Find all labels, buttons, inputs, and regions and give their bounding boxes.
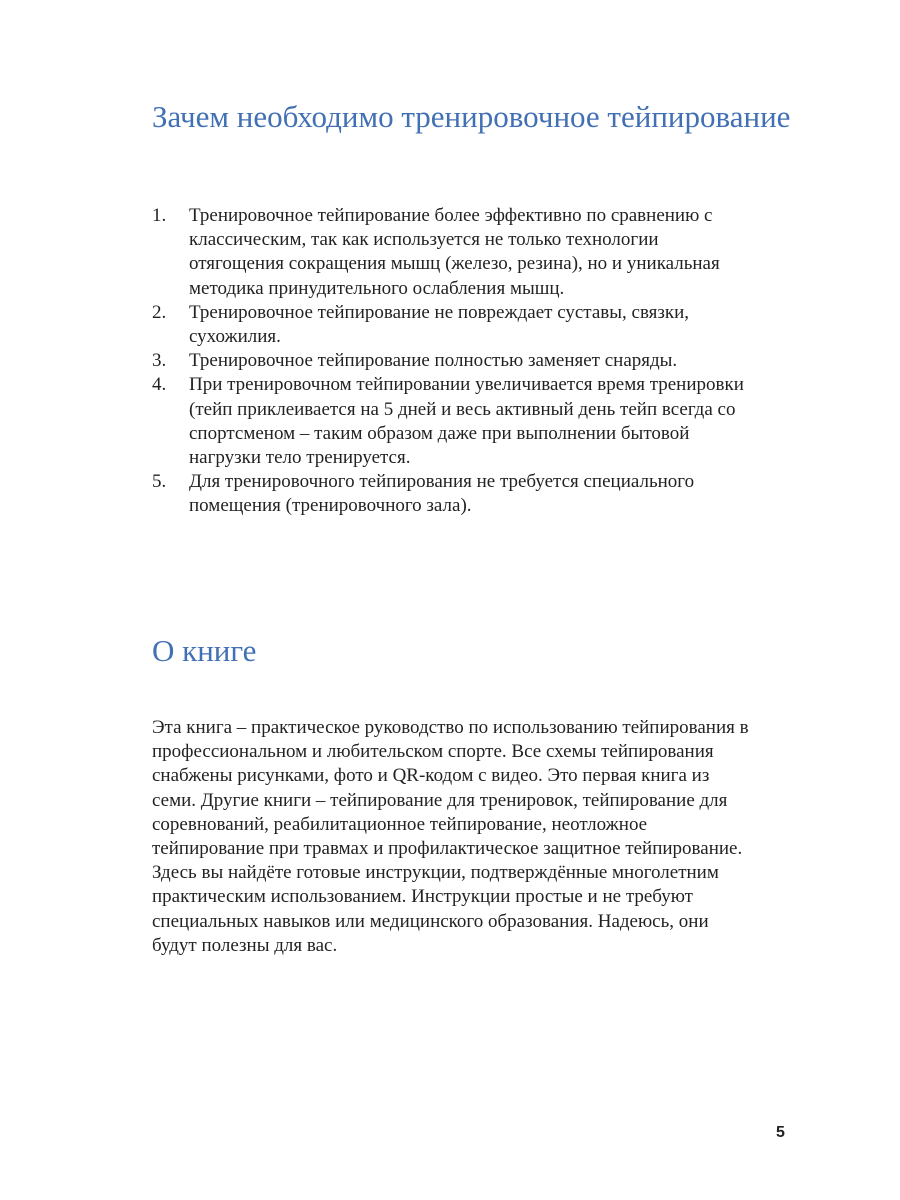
reasons-list: [152, 204, 752, 519]
list-item-text: Тренировочное тейпирование более эффективно по сравнению с классическим, так как используется не только технологии отягощения сокращения мышц (железо, резина), но и уникальная методика принудительного ослабления мышц.: [189, 205, 720, 299]
list-item-number: 5.: [152, 471, 167, 493]
section-heading-why-training-taping: Зачем необходимо тренировочное тейпирование: [152, 99, 791, 134]
list-item-text: Тренировочное тейпирование не повреждает суставы, связки, сухожилия.: [189, 301, 690, 348]
list-item-number: 3.: [152, 350, 167, 372]
list-item: [152, 349, 752, 373]
list-item: [152, 301, 752, 349]
about-book-paragraph: Эта книга – практическое руководство по использованию тейпирования в профессиональном и любительском спорте. Все схемы тейпирования снабжены рисунками, фото и QR-кодом с видео. Это первая книга из семи. Другие книги – тейпирование для тренировок, тейпирование для соревнований, реабилитационное тейпирование, неотложное тейпирование при травмах и профилактическое защитное тейпирование. Здесь вы найдёте готовые инструкции, подтверждённые многолетним практическим использованием. Инструкции простые и не требуют специальных навыков или медицинского образования. Надеюсь, они будут полезны для вас.: [152, 717, 749, 956]
list-item: [152, 204, 752, 301]
list-item: [152, 373, 752, 470]
page-number: 5: [776, 1124, 785, 1141]
list-item-number: 2.: [152, 301, 167, 323]
list-item-number: 1.: [152, 205, 167, 226]
list-item-text: При тренировочном тейпировании увеличивается время тренировки (тейп приклеивается на 5 дней и весь активный день тейп всегда со спортсменом – таким образом даже при выполнении бытовой нагрузки тело тренируется.: [189, 374, 744, 469]
list-item-text: Тренировочное тейпирование полностью заменяет снаряды.: [189, 350, 678, 372]
list-item-number: 4.: [152, 374, 167, 396]
section-heading-about-book: О книге: [152, 633, 257, 668]
list-item: [152, 470, 752, 518]
list-item-text: Для тренировочного тейпирования не требуется специального помещения (тренировочного зала).: [189, 471, 695, 517]
